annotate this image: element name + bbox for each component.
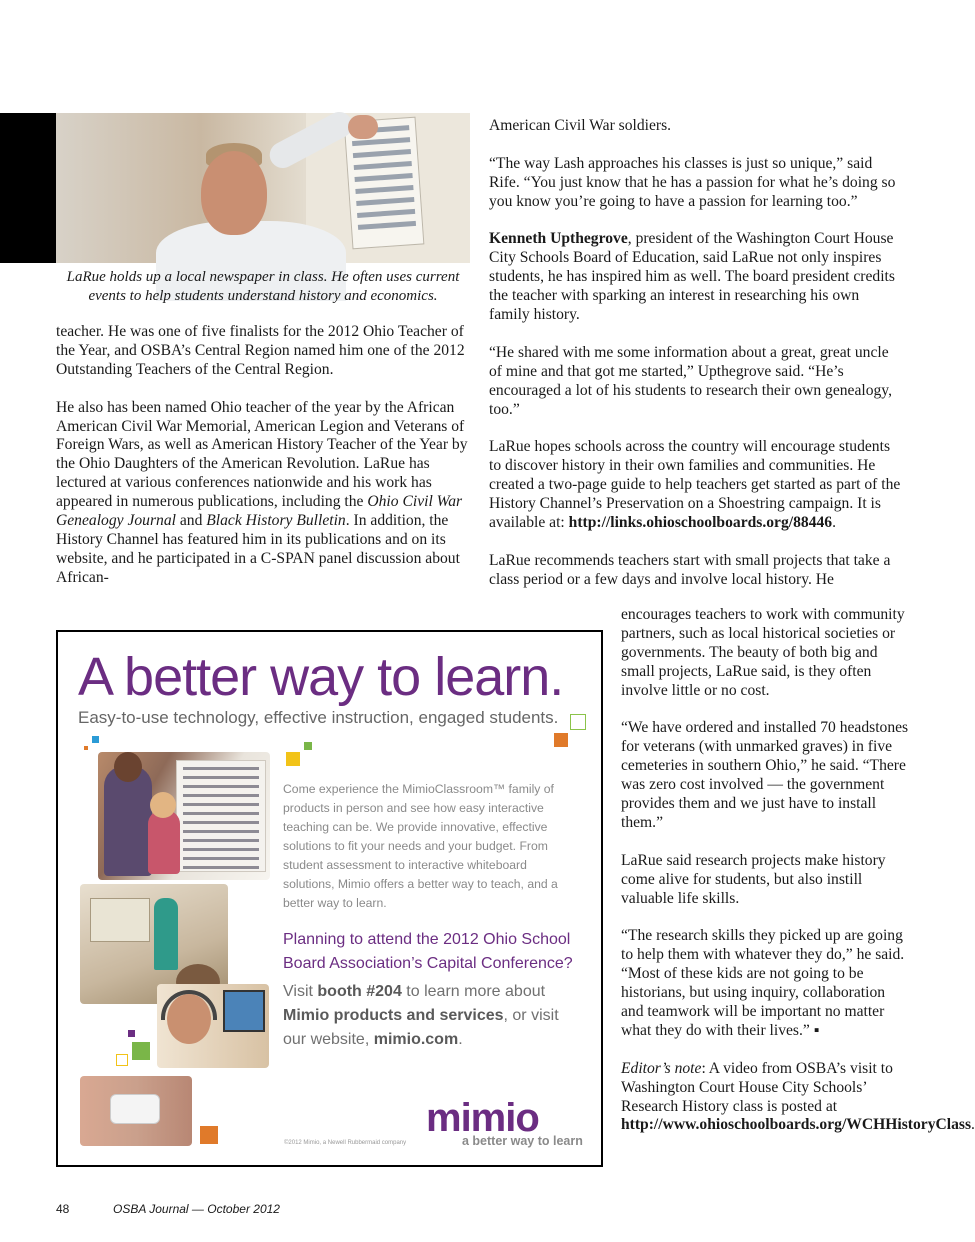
ad-square-outline-2	[116, 1054, 128, 1066]
ad-square-blue	[92, 736, 99, 743]
mimio-advertisement	[56, 630, 603, 1167]
page-number: 48	[56, 1202, 70, 1216]
ad-square-orange-2	[84, 746, 88, 750]
editors-note-label: Editor’s note	[621, 1059, 702, 1077]
right-paragraph-7: LaRue said research projects make history come alive for students, but also instill valuable life skills.	[621, 851, 886, 907]
ad-visit-text: Visit booth #204 to learn more about Mimio products and services, or visit our website, mimio.com.	[283, 983, 559, 1048]
publication-name: OSBA Journal — October 2012	[113, 1202, 280, 1216]
right-paragraph-5-cont: encourages teachers to work with community partners, such as local historical societies or governments. The beauty of both big and small projects, LaRue said, is they often involve little or no cost.	[621, 606, 905, 699]
mimio-tagline: a better way to learn	[462, 1134, 583, 1148]
ad-copyright: ©2012 Mimio, a Newell Rubbermaid company	[284, 1140, 407, 1146]
right-paragraph-1: “The way Lash approaches his classes is just so unique,” said Rife. “You just know that he has a passion for what he’s doing so you know you’re going to have a passion for learning too.”	[489, 154, 896, 210]
ad-square-orange-3	[200, 1126, 218, 1144]
right-column-bottom	[621, 606, 975, 1154]
ad-square-orange-1	[554, 733, 568, 747]
journal-title: Ohio Civil War Genealogy Journal	[56, 493, 463, 530]
right-paragraph-6: “We have ordered and installed 70 headstones for veterans (with unmarked graves) in five cemeteries in southern Ohio,” he said. “There was zero cost involved — the government provides them and we just have to install them.”	[621, 719, 909, 831]
ad-square-green-1	[304, 742, 312, 750]
editors-note: Editor’s note: A video from OSBA’s visit to Washington Court House City Schools’ Research History class is posted at http://www.ohioschoolboards.org/WCHHistoryClass.	[621, 1059, 975, 1134]
mimio-logo: mimio	[426, 1096, 539, 1140]
video-link[interactable]: http://www.ohioschoolboards.org/WCHHistoryClass	[621, 1116, 972, 1134]
right-column-top	[489, 117, 901, 608]
black-edge-bar	[0, 113, 56, 263]
right-paragraph-8: “The research skills they picked up are going to help them with whatever they do,” he said. “Most of these kids are not going to be historians, but using inquiry, collaboration and teamwork will be important no matter what they do with their lives.” ▪	[621, 927, 905, 1039]
ad-square-purple	[128, 1030, 135, 1037]
ad-photo-whiteboard	[98, 752, 270, 880]
ad-photo-device	[80, 1076, 192, 1146]
ad-conference-question: Planning to attend the 2012 Ohio School Board Association’s Capital Conference?	[283, 931, 573, 972]
right-paragraph-4: LaRue hopes schools across the country will encourage students to discover history in their own families and communities. He created a two-page guide to help teachers get started as part of the History Channel’s Preservation on a Shoestring campaign. It is available at: http://links.ohioschoolboards.org/88446.	[489, 438, 901, 531]
end-mark: ▪	[813, 1021, 820, 1039]
right-paragraph-5: LaRue recommends teachers start with small projects that take a class period or a few days and involve local history. He	[489, 551, 891, 588]
ad-headline: A better way to learn.	[78, 647, 564, 707]
ad-subhead: Easy-to-use technology, effective instruction, engaged students.	[78, 708, 559, 727]
left-paragraph-1: teacher. He was one of five finalists for the 2012 Ohio Teacher of the Year, and OSBA’s Central Region named him one of the 2012 Outstanding Teachers of the Central Region.	[56, 323, 465, 378]
ad-square-yellow	[286, 752, 300, 766]
ad-square-green-2	[132, 1042, 150, 1060]
right-paragraph-0: American Civil War soldiers.	[489, 117, 672, 134]
booth-number: booth #204	[317, 983, 402, 1000]
right-paragraph-2: Kenneth Upthegrove, president of the Washington Court House City Schools Board of Education, said LaRue not only inspires students, he has inspired him as well. The board president credits the teacher with sparking an interest in researching his own family history.	[489, 230, 895, 324]
bulletin-title: Black History Bulletin	[206, 512, 346, 530]
ad-square-outline-1	[570, 714, 586, 730]
ad-body-text: Come experience the MimioClassroom™ family of products in person and see how easy interactive teaching can be. We provide innovative, effective solutions to fit your needs and your budget. From student assessment to interactive whiteboard solutions, Mimio offers a better way to teach, and a better way to learn.	[283, 782, 558, 910]
teacher-newspaper-photo	[56, 113, 470, 263]
mimio-website[interactable]: mimio.com	[373, 1031, 459, 1048]
photo-caption: LaRue holds up a local newspaper in class. He often uses current events to help students understand history and economics.	[66, 269, 460, 304]
products-services: Mimio products and services	[283, 1007, 504, 1024]
left-paragraph-2: He also has been named Ohio teacher of the year by the African American Civil War Memorial, American Legion and Veterans of Foreign Wars, as well as American History Teacher of the Year by the Ohio Daughters of the American Revolution. LaRue has lectured at various conferences nationwide and his work has appeared in numerous publications, including the Ohio Civil War Genealogy Journal and Black History Bulletin. In addition, the History Channel has featured him in its publications and on its website, and he participated in a C-SPAN panel discussion about African-	[56, 398, 468, 586]
ad-photo-student-headphones	[157, 984, 269, 1068]
right-paragraph-3: “He shared with me some information about a great, great uncle of mine and that got me started,” Upthegrove said. “He’s encouraged a lot of his students to research their own genealogy, too.”	[489, 343, 892, 418]
upthegrove-name: Kenneth Upthegrove	[489, 230, 628, 248]
guide-link[interactable]: http://links.ohioschoolboards.org/88446	[568, 513, 833, 531]
left-column	[56, 323, 470, 607]
